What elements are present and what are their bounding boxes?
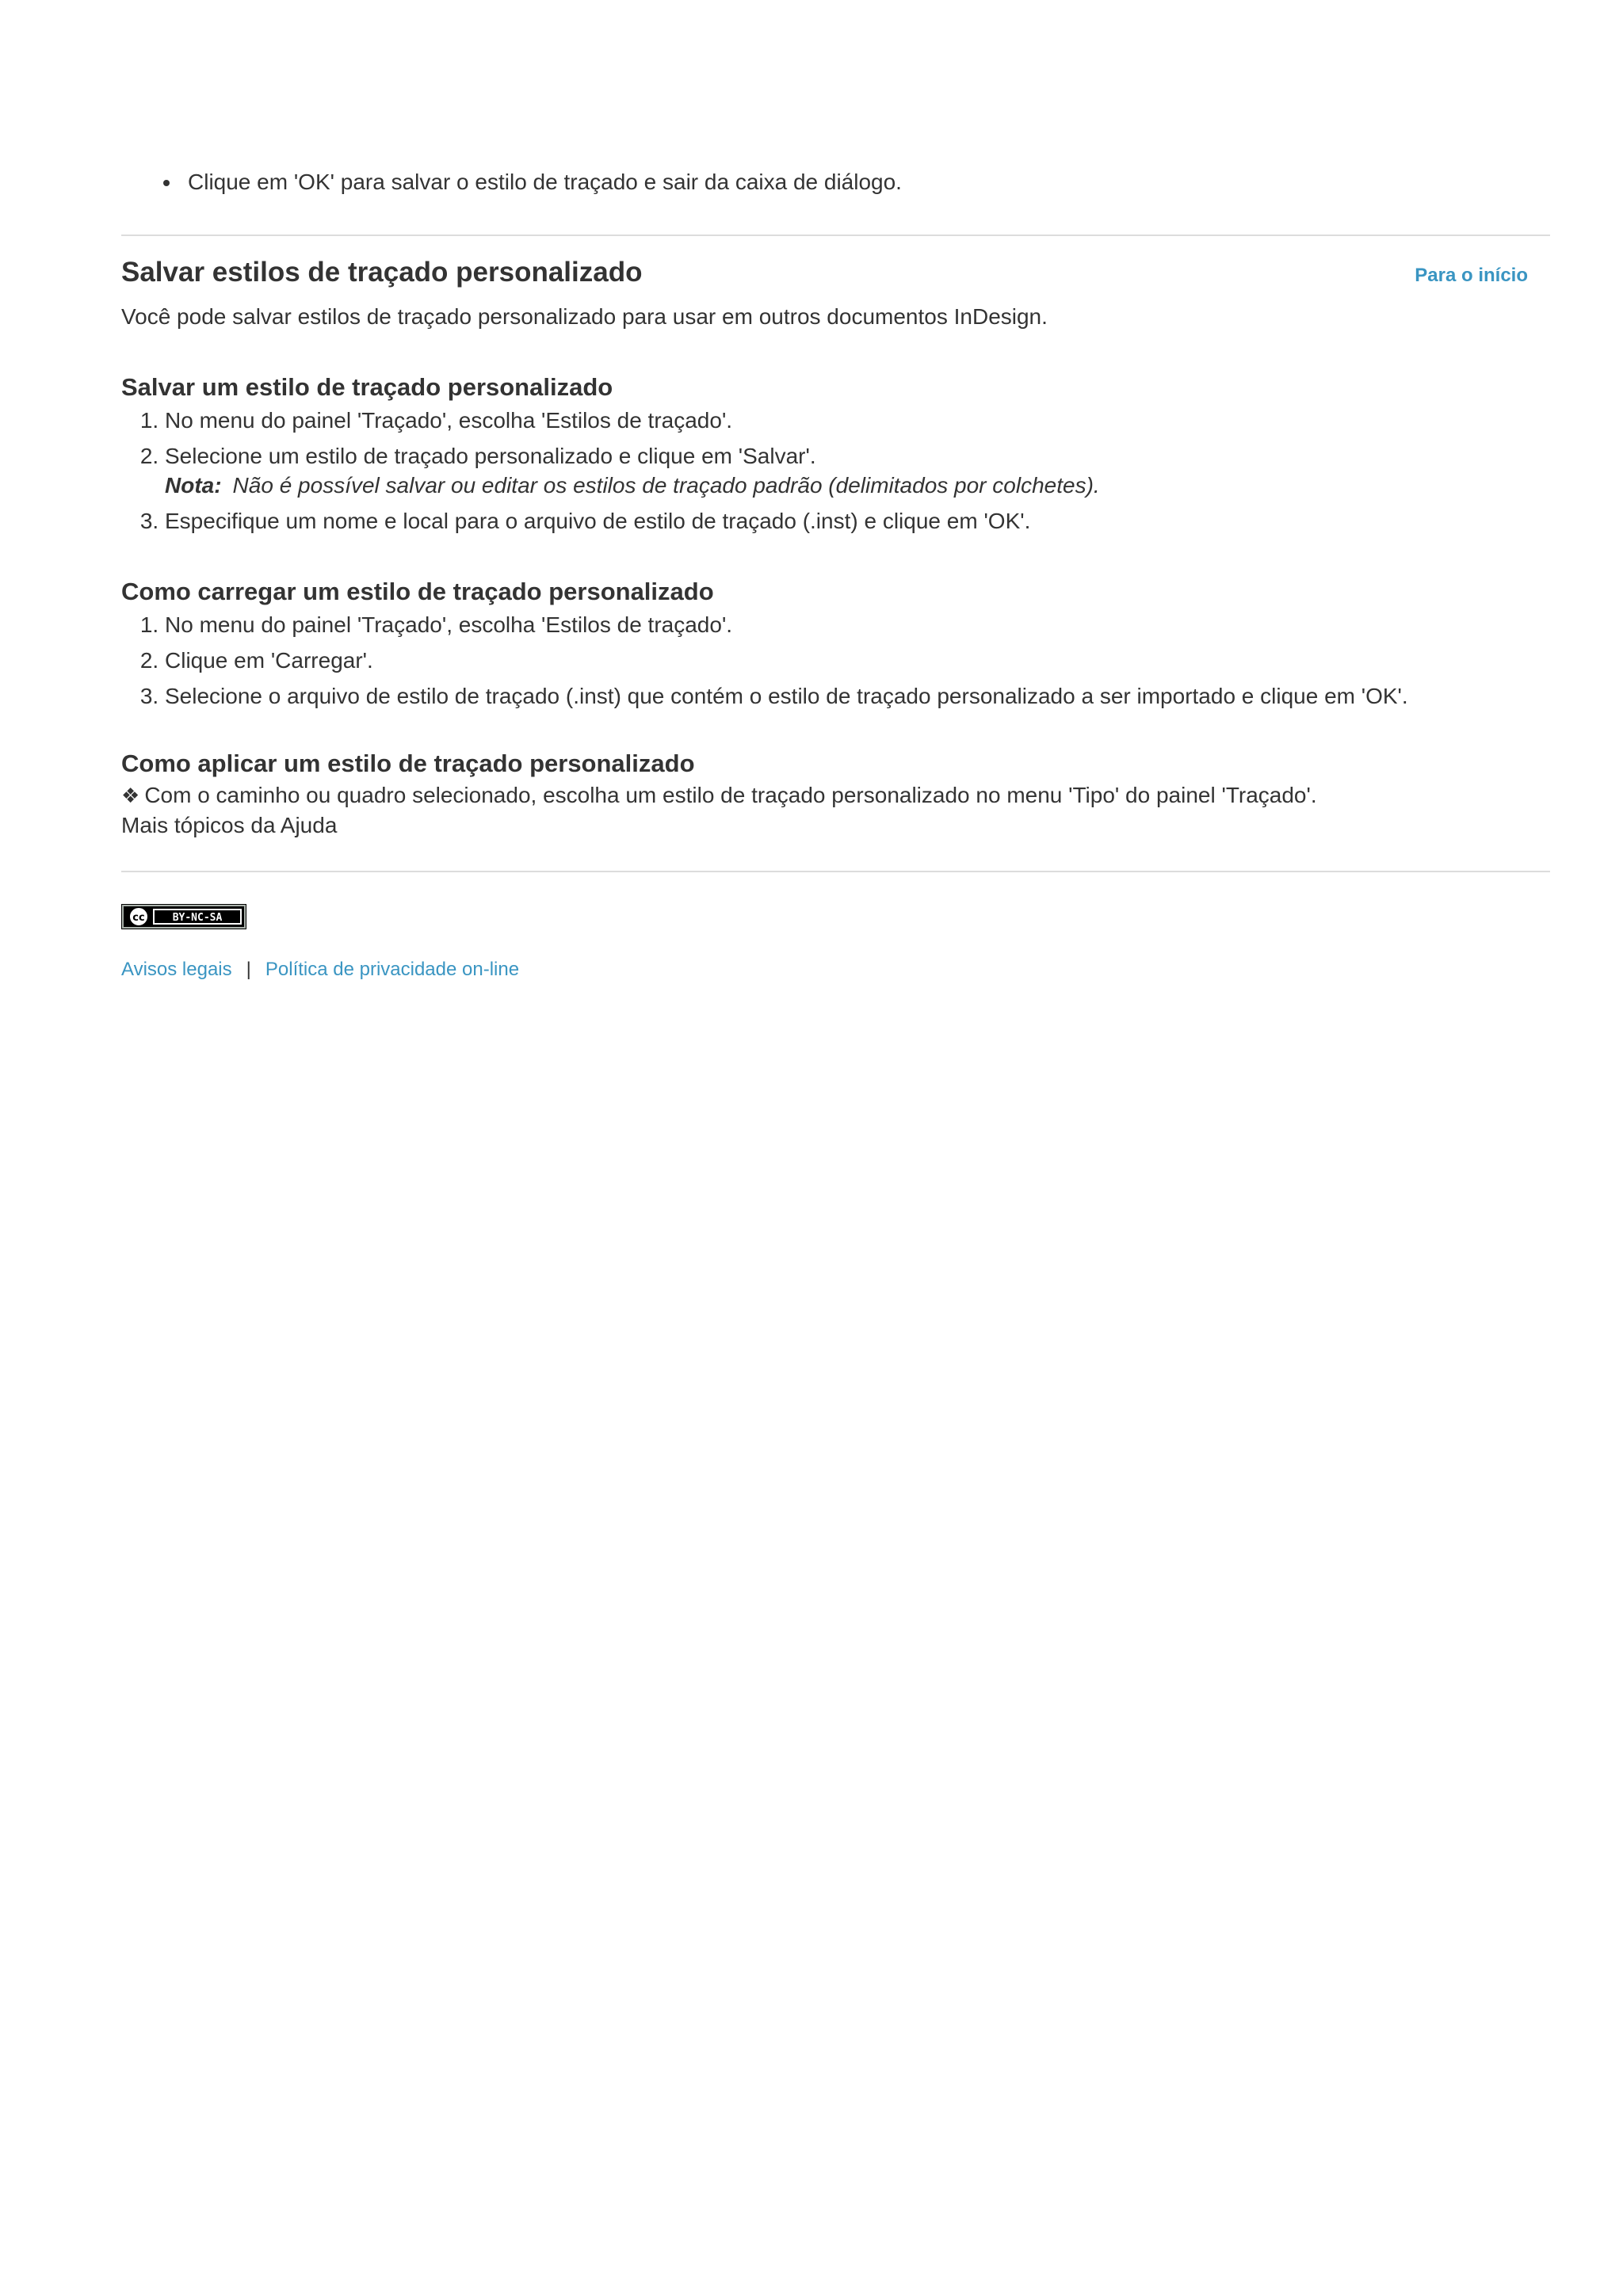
step-text: Clique em 'Carregar'.: [165, 648, 373, 673]
section-title: Salvar estilos de traçado personalizado: [121, 257, 643, 288]
step-text: No menu do painel 'Traçado', escolha 'Estilos de traçado'.: [165, 408, 733, 433]
apply-step: [121, 780, 1550, 810]
list-item: • Clique em 'OK' para salvar o estilo de traçado e sair da caixa de diálogo.: [181, 166, 1550, 198]
note-text: Não é possível salvar ou editar os estilos de traçado padrão (delimitados por colchetes).: [232, 473, 1100, 498]
step-text: No menu do painel 'Traçado', escolha 'Estilos de traçado'.: [165, 612, 733, 637]
document-page: [121, 0, 1550, 982]
list-item: [165, 441, 1465, 500]
step-text: Especifique um nome e local para o arquivo de estilo de traçado (.inst) e clique em 'OK'.: [165, 509, 1031, 533]
step-text: Selecione um estilo de traçado personalizado e clique em 'Salvar'.: [165, 444, 816, 468]
back-to-top-link[interactable]: Para o início: [1415, 265, 1528, 286]
list-item: [165, 406, 1465, 435]
cc-text: cc: [132, 912, 145, 924]
footer-divider: [121, 871, 1550, 872]
section-divider: [121, 235, 1550, 236]
step-text: Com o caminho ou quadro selecionado, escolha um estilo de traçado personalizado no menu 'Tipo' do painel 'Traçado'.: [144, 783, 1317, 807]
load-style-steps: [121, 610, 1465, 711]
note-label: Nota:: [165, 473, 222, 498]
link-separator: |: [246, 959, 251, 980]
list-item: [165, 610, 1465, 639]
list-item: [165, 646, 1465, 675]
list-item: [165, 506, 1465, 536]
apply-style-heading: Como aplicar um estilo de traçado personalizado: [121, 749, 695, 777]
cc-license-badge-icon[interactable]: [121, 904, 246, 933]
section-intro: Você pode salvar estilos de traçado personalizado para usar em outros documentos InDesign.: [121, 304, 1048, 329]
section-header: [121, 254, 1550, 292]
step-text: Selecione o arquivo de estilo de traçado (.inst) que contém o estilo de traçado personalizado a ser importado e clique em 'OK'.: [165, 684, 1408, 708]
top-bullet-list: [121, 166, 1550, 198]
more-topics-label: Mais tópicos da Ajuda: [121, 813, 338, 837]
privacy-policy-link[interactable]: Política de privacidade on-line: [265, 959, 520, 980]
save-style-steps: [121, 406, 1465, 536]
load-style-heading: Como carregar um estilo de traçado personalizado: [121, 578, 714, 605]
diamond-bullet-icon: ❖: [121, 784, 140, 807]
license-terms-text: BY-NC-SA: [172, 912, 223, 924]
footer-links: [121, 957, 1550, 982]
note: [165, 471, 1465, 500]
save-style-heading: Salvar um estilo de traçado personalizado: [121, 373, 613, 401]
legal-notices-link[interactable]: Avisos legais: [121, 959, 232, 980]
list-item: [165, 681, 1465, 711]
